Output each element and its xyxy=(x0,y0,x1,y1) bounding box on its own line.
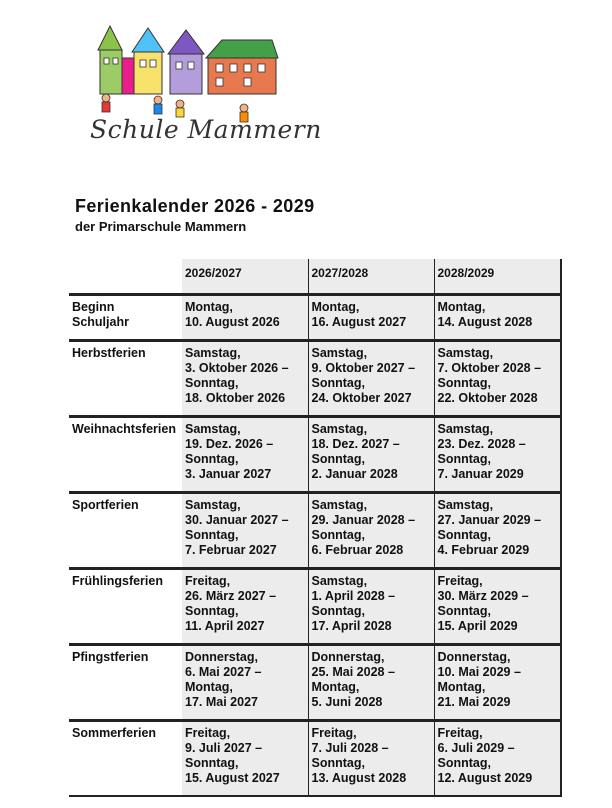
date-line: 26. März 2027 – xyxy=(185,589,277,603)
date-line: 17. Mai 2027 xyxy=(185,695,258,709)
page-subtitle: der Primarschule Mammern xyxy=(75,219,247,234)
date-line: Sonntag, xyxy=(311,604,365,618)
date-line: 30. Januar 2027 – xyxy=(185,513,289,527)
column-header: 2028/2029 xyxy=(434,259,561,295)
table-row xyxy=(69,493,561,569)
date-line: Freitag, xyxy=(311,726,357,740)
date-line: Sonntag, xyxy=(311,452,365,466)
date-line: Samstag, xyxy=(185,498,241,512)
date-cell xyxy=(308,645,434,721)
date-line: 7. Oktober 2028 – xyxy=(437,361,542,375)
holiday-calendar-table xyxy=(69,259,562,797)
row-label: Beginn Schuljahr xyxy=(69,295,182,341)
date-line: 21. Mai 2029 xyxy=(437,695,511,709)
date-line: 30. März 2029 – xyxy=(437,589,529,603)
date-line: Donnerstag, xyxy=(437,650,511,664)
date-line: Sonntag, xyxy=(185,756,239,770)
date-cell xyxy=(308,341,434,417)
date-line: 7. Juli 2028 – xyxy=(311,741,389,755)
table-row xyxy=(69,341,561,417)
date-cell xyxy=(182,417,308,493)
date-line: Freitag, xyxy=(185,726,231,740)
date-line: 16. August 2027 xyxy=(311,315,407,329)
date-line: 29. Januar 2028 – xyxy=(311,513,416,527)
school-logo xyxy=(88,18,322,153)
date-cell xyxy=(182,493,308,569)
date-line: 24. Oktober 2027 xyxy=(311,391,412,405)
date-line: 18. Oktober 2026 xyxy=(185,391,286,405)
column-header: 2026/2027 xyxy=(182,259,308,295)
date-line: 23. Dez. 2028 – xyxy=(437,437,526,451)
date-line: 7. Februar 2027 xyxy=(185,543,277,557)
date-line: Samstag, xyxy=(185,346,241,360)
date-line: Samstag, xyxy=(437,346,494,360)
date-line: 19. Dez. 2026 – xyxy=(185,437,274,451)
date-line: Samstag, xyxy=(185,422,241,436)
date-line: Montag, xyxy=(185,680,233,694)
date-cell xyxy=(182,721,308,797)
date-cell xyxy=(182,295,308,341)
table-row xyxy=(69,569,561,645)
date-line: Freitag, xyxy=(437,726,483,740)
date-cell xyxy=(434,721,561,797)
date-line: Sonntag, xyxy=(437,452,491,466)
date-line: 18. Dez. 2027 – xyxy=(311,437,400,451)
page-title: Ferienkalender 2026 - 2029 xyxy=(75,196,315,216)
date-cell xyxy=(434,417,561,493)
date-line: Sonntag, xyxy=(185,452,239,466)
date-line: Samstag, xyxy=(437,422,494,436)
date-line: 3. Januar 2027 xyxy=(185,467,272,481)
date-line: 27. Januar 2029 – xyxy=(437,513,542,527)
table-corner-cell xyxy=(69,259,182,295)
date-line: Samstag, xyxy=(311,346,368,360)
date-cell xyxy=(434,341,561,417)
date-line: Sonntag, xyxy=(185,528,239,542)
date-line: Montag, xyxy=(185,300,233,314)
date-line: Samstag, xyxy=(311,574,368,588)
date-line: 2. Januar 2028 xyxy=(311,467,398,481)
row-label: Sportferien xyxy=(69,493,182,569)
date-line: 6. Juli 2029 – xyxy=(437,741,515,755)
date-line: Sonntag, xyxy=(437,376,491,390)
date-cell xyxy=(434,295,561,341)
table-header-row xyxy=(69,259,561,295)
date-cell xyxy=(182,645,308,721)
date-line: Sonntag, xyxy=(185,604,239,618)
date-line: Sonntag, xyxy=(437,604,491,618)
date-line: 9. Oktober 2027 – xyxy=(311,361,416,375)
date-line: Samstag, xyxy=(437,498,494,512)
date-cell xyxy=(308,417,434,493)
row-label: Sommerferien xyxy=(69,721,182,797)
school-logo-text: Schule Mammern xyxy=(90,115,322,144)
date-line: 6. Februar 2028 xyxy=(311,543,404,557)
date-cell xyxy=(308,721,434,797)
table-row xyxy=(69,417,561,493)
date-cell xyxy=(182,341,308,417)
date-line: 1. April 2028 – xyxy=(311,589,396,603)
row-label: Herbstferien xyxy=(69,341,182,417)
date-line: Montag, xyxy=(311,680,360,694)
date-line: Montag, xyxy=(311,300,360,314)
date-line: Sonntag, xyxy=(437,528,491,542)
date-line: 9. Juli 2027 – xyxy=(185,741,263,755)
date-line: Freitag, xyxy=(185,574,231,588)
date-cell xyxy=(434,493,561,569)
column-header: 2027/2028 xyxy=(308,259,434,295)
school-buildings-drawing xyxy=(88,18,288,128)
date-line: 6. Mai 2027 – xyxy=(185,665,262,679)
date-line: 25. Mai 2028 – xyxy=(311,665,395,679)
row-label: Frühlingsferien xyxy=(69,569,182,645)
date-line: 7. Januar 2029 xyxy=(437,467,524,481)
date-line: 11. April 2027 xyxy=(185,619,265,633)
date-line: 10. August 2026 xyxy=(185,315,280,329)
date-cell xyxy=(308,569,434,645)
date-line: 3. Oktober 2026 – xyxy=(185,361,289,375)
date-line: Sonntag, xyxy=(311,528,365,542)
date-cell xyxy=(434,645,561,721)
date-line: Sonntag, xyxy=(311,756,365,770)
date-cell xyxy=(182,569,308,645)
table-row xyxy=(69,721,561,797)
date-line: 13. August 2028 xyxy=(311,771,407,785)
date-line: Montag, xyxy=(437,300,486,314)
date-line: 17. April 2028 xyxy=(311,619,392,633)
date-cell xyxy=(308,493,434,569)
date-cell xyxy=(308,295,434,341)
date-line: Donnerstag, xyxy=(311,650,385,664)
date-line: Montag, xyxy=(437,680,486,694)
date-line: 5. Juni 2028 xyxy=(311,695,383,709)
date-line: Sonntag, xyxy=(311,376,365,390)
date-line: 10. Mai 2029 – xyxy=(437,665,521,679)
date-line: Freitag, xyxy=(437,574,483,588)
date-line: 15. April 2029 xyxy=(437,619,518,633)
date-cell xyxy=(434,569,561,645)
date-line: 12. August 2029 xyxy=(437,771,533,785)
table-row xyxy=(69,295,561,341)
row-label: Weihnachtsferien xyxy=(69,417,182,493)
date-line: 4. Februar 2029 xyxy=(437,543,530,557)
date-line: 14. August 2028 xyxy=(437,315,533,329)
date-line: 15. August 2027 xyxy=(185,771,280,785)
date-line: 22. Oktober 2028 xyxy=(437,391,538,405)
row-label: Pfingstferien xyxy=(69,645,182,721)
table-row xyxy=(69,645,561,721)
date-line: Samstag, xyxy=(311,498,368,512)
date-line: Sonntag, xyxy=(185,376,239,390)
date-line: Samstag, xyxy=(311,422,368,436)
date-line: Sonntag, xyxy=(437,756,491,770)
date-line: Donnerstag, xyxy=(185,650,258,664)
